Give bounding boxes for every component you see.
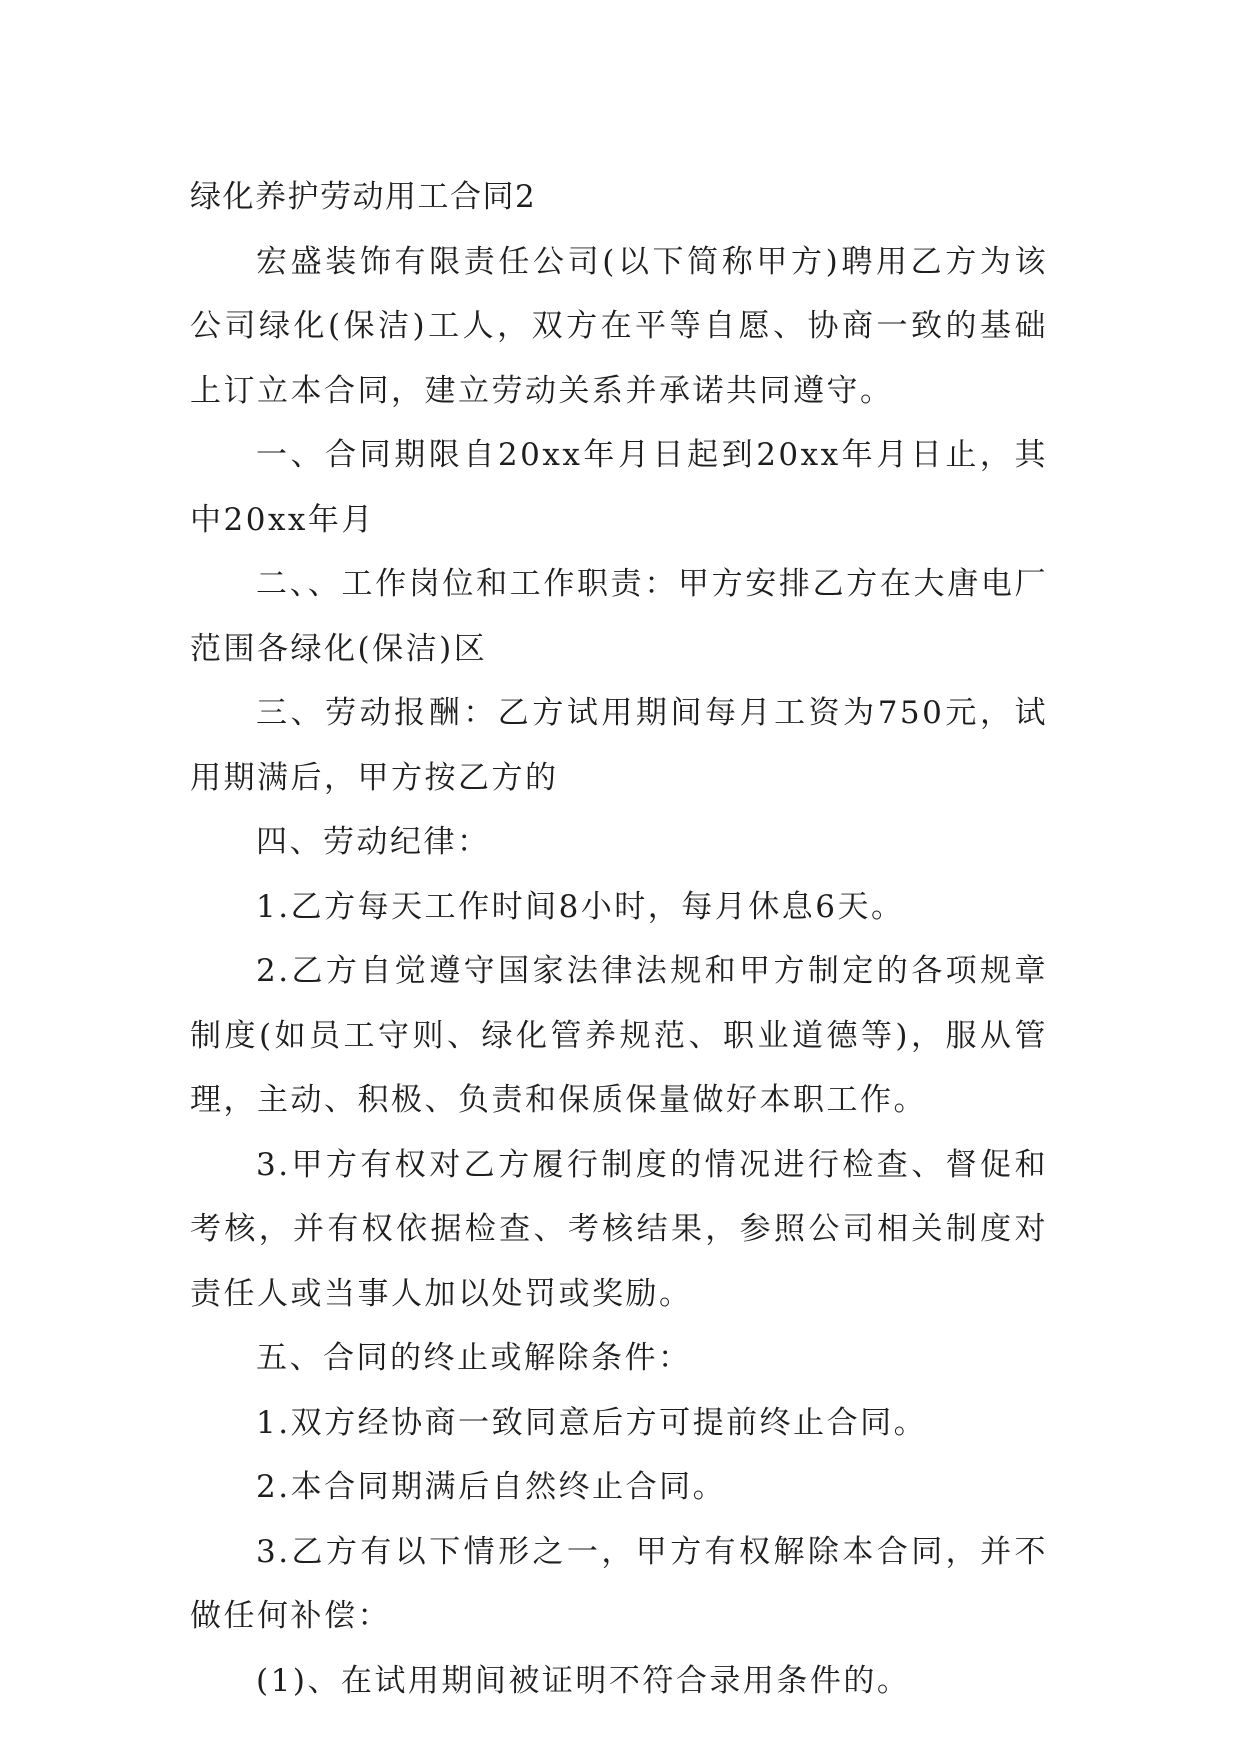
paragraph-discipline-2: 2.乙方自觉遵守国家法律法规和甲方制定的各项规章制度(如员工守则、绿化管养规范、职业道德等)，服从管理，主动、积极、负责和保质保量做好本职工作。 bbox=[190, 953, 1048, 1118]
paragraph-intro: 宏盛装饰有限责任公司(以下简称甲方)聘用乙方为该公司绿化(保洁)工人，双方在平等自愿、协商一致的基础上订立本合同，建立劳动关系并承诺共同遵守。 bbox=[190, 243, 1048, 409]
paragraph-termination-3: 3.乙方有以下情形之一，甲方有权解除本合同，并不做任何补偿： bbox=[190, 1533, 1048, 1634]
document-title: 绿化养护劳动用工合同2 bbox=[190, 179, 537, 215]
paragraph-contract-term: 一、合同期限自20xx年月日起到20xx年月日止，其中20xx年月 bbox=[190, 437, 1048, 538]
paragraph-discipline-1: 1.乙方每天工作时间8小时，每月休息6天。 bbox=[256, 888, 905, 925]
paragraph-termination-2: 2.本合同期满后自然终止合同。 bbox=[256, 1469, 727, 1505]
paragraph-discipline-3: 3.甲方有权对乙方履行制度的情况进行检查、督促和考核，并有权依据检查、考核结果，参照公司相关制度对责任人或当事人加以处罚或奖励。 bbox=[190, 1146, 1048, 1312]
paragraph-remuneration: 三、劳动报酬：乙方试用期间每月工资为750元，试用期满后，甲方按乙方的 bbox=[190, 695, 1048, 796]
paragraph-discipline-heading: 四、劳动纪律： bbox=[256, 824, 491, 860]
document-body bbox=[190, 165, 1048, 1713]
paragraph-termination-heading: 五、合同的终止或解除条件： bbox=[256, 1340, 692, 1376]
paragraph-termination-3-item-1: (1)、在试用期间被证明不符合录用条件的。 bbox=[256, 1662, 911, 1699]
paragraph-termination-1: 1.双方经协商一致同意后方可提前终止合同。 bbox=[256, 1404, 928, 1441]
paragraph-job-duties: 二、、工作岗位和工作职责：甲方安排乙方在大唐电厂范围各绿化(保洁)区 bbox=[190, 566, 1048, 667]
